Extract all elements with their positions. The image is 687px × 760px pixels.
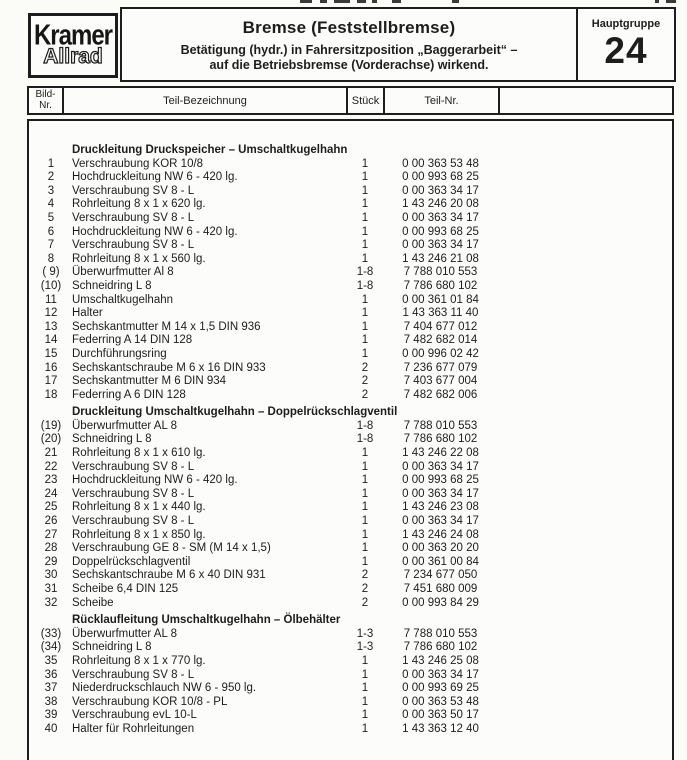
part-qty: 1 (361, 528, 369, 541)
part-number: 0 00 993 68 25 (402, 225, 479, 238)
part-number: 0 00 363 34 17 (402, 239, 479, 252)
part-description: Hochdruckleitung NW 6 - 420 lg. (72, 474, 238, 487)
part-qty: 1 (361, 225, 369, 238)
part-bild-nr: ( 9) (42, 266, 60, 279)
part-bild-nr: (33) (40, 627, 62, 640)
part-description: Doppelrückschlagventil (72, 555, 191, 568)
part-qty: 2 (361, 388, 369, 401)
part-qty: 1 (361, 320, 369, 333)
page-subtitle-line1: Betätigung (hydr.) in Fahrersitzposition „Baggerarbeit“ – (180, 43, 518, 57)
part-description: Verschraubung KOR 10/8 - PL (72, 695, 228, 708)
part-description: Verschraubung SV 8 - L (72, 668, 195, 681)
part-bild-nr: 1 (47, 157, 55, 170)
part-description: Umschaltkugelhahn (72, 293, 174, 306)
part-bild-nr: 38 (44, 695, 58, 708)
part-number: 1 43 363 11 40 (402, 307, 479, 320)
table-row (29, 447, 672, 461)
table-row (29, 253, 672, 267)
part-number: 0 00 363 34 17 (402, 515, 479, 528)
part-qty: 1-3 (356, 627, 374, 640)
part-description: Niederdruckschlauch NW 6 - 950 lg. (72, 682, 257, 695)
part-number: 0 00 363 34 17 (402, 211, 479, 224)
hauptgruppe-box (576, 7, 676, 82)
table-row (29, 488, 672, 502)
part-bild-nr: 25 (44, 501, 58, 514)
part-number: 0 00 993 69 25 (402, 682, 479, 695)
part-bild-nr: 5 (47, 211, 55, 224)
part-bild-nr: 28 (44, 542, 58, 555)
kramer-allrad-logo (28, 13, 118, 78)
page-top-cutoff-fragment (320, 0, 327, 3)
part-bild-nr: 37 (44, 682, 58, 695)
part-description: Sechskantschraube M 6 x 40 DIN 931 (72, 569, 266, 582)
part-number: 0 00 363 34 17 (402, 184, 479, 197)
part-qty: 1-3 (356, 641, 374, 654)
table-row (29, 389, 672, 403)
part-qty: 1 (361, 515, 369, 528)
part-bild-nr: 11 (45, 293, 57, 306)
table-row (29, 420, 672, 434)
part-description: Rohrleitung 8 x 1 x 850 lg. (72, 528, 206, 541)
part-qty: 1 (361, 239, 369, 252)
part-qty: 1 (361, 487, 369, 500)
part-qty: 2 (361, 583, 369, 595)
part-qty: 2 (361, 361, 369, 374)
part-number: 7 482 682 006 (403, 388, 478, 401)
part-description: Verschraubung SV 8 - L (72, 239, 195, 252)
column-header-bild-nr (29, 88, 64, 113)
table-row (29, 348, 672, 362)
part-qty: 1 (361, 709, 369, 722)
table-row (29, 474, 672, 488)
document-title-box (120, 7, 578, 82)
page-top-cutoff-fragment (357, 0, 366, 3)
table-row (29, 226, 672, 240)
column-header-bild-line2: Nr. (39, 99, 52, 111)
column-header-empty (500, 88, 672, 113)
part-bild-nr: 22 (44, 460, 58, 473)
table-row (29, 723, 672, 737)
hauptgruppe-label: Hauptgruppe (591, 18, 661, 30)
part-bild-nr: 30 (44, 569, 58, 582)
part-bild-nr: 35 (44, 654, 58, 667)
column-header-qty: Stück (348, 88, 385, 113)
part-qty: 1 (361, 682, 369, 695)
column-header-part-no: Teil-Nr. (385, 88, 500, 113)
part-qty: 1 (361, 654, 369, 667)
part-number: 7 482 682 014 (403, 334, 478, 347)
part-description: Sechskantmutter M 14 x 1,5 DIN 936 (72, 320, 261, 333)
part-bild-nr: 18 (44, 388, 58, 401)
part-bild-nr: 4 (47, 198, 55, 211)
table-row (29, 709, 672, 723)
part-number: 1 43 246 25 08 (402, 654, 479, 667)
part-number: 0 00 363 34 17 (402, 668, 479, 681)
section-heading: Druckleitung Druckspeicher – Umschaltkugelhahn (72, 144, 348, 156)
part-description: Hochdruckleitung NW 6 - 420 lg. (72, 225, 238, 238)
page-top-cutoff-fragment (392, 0, 401, 3)
part-bild-nr: 29 (44, 555, 58, 568)
part-description: Überwurfmutter AL 8 (72, 419, 178, 432)
part-qty: 1 (361, 252, 369, 265)
part-bild-nr: 8 (47, 252, 55, 265)
part-bild-nr: 21 (44, 447, 58, 460)
table-row (29, 556, 672, 570)
table-row (29, 212, 672, 226)
part-bild-nr: (10) (40, 279, 62, 292)
table-row (29, 321, 672, 335)
part-bild-nr: 32 (44, 596, 58, 609)
part-number: 7 403 677 004 (403, 375, 478, 388)
part-qty: 1-8 (356, 266, 374, 279)
part-bild-nr: (20) (40, 433, 62, 446)
part-description: Überwurfmutter Al 8 (72, 266, 174, 279)
table-row (29, 280, 672, 294)
section-heading: Rücklaufleitung Umschaltkugelhahn – Ölbehälter (72, 614, 341, 627)
table-row (29, 583, 672, 597)
part-qty: 1 (361, 347, 369, 360)
part-number: 7 404 677 012 (403, 320, 478, 333)
part-description: Halter (72, 307, 103, 320)
part-number: 1 43 363 12 40 (402, 722, 479, 735)
part-bild-nr: (19) (40, 419, 62, 432)
table-header-row (27, 86, 674, 115)
part-qty: 1 (361, 555, 369, 568)
part-number: 0 00 363 50 17 (402, 709, 479, 722)
table-row (29, 266, 672, 280)
part-qty: 1 (361, 198, 369, 211)
part-description: Federring A 14 DIN 128 (72, 334, 193, 347)
part-description: Durchführungsring (72, 347, 167, 360)
part-description: Hochdruckleitung NW 6 - 420 lg. (72, 171, 238, 184)
table-row (29, 375, 672, 389)
section-heading: Druckleitung Umschaltkugelhahn – Doppelrückschlagventil (72, 406, 398, 419)
part-bild-nr: 17 (44, 375, 58, 388)
part-number: 0 00 363 34 17 (402, 460, 479, 473)
part-bild-nr: (34) (40, 641, 62, 654)
table-row (29, 682, 672, 696)
table-row (29, 171, 672, 185)
page-top-cutoff-fragment (300, 0, 312, 3)
part-bild-nr: 24 (44, 487, 58, 500)
part-description: Schneidring L 8 (72, 641, 152, 654)
part-description: Rohrleitung 8 x 1 x 770 lg. (72, 654, 206, 667)
part-number: 1 43 246 21 08 (402, 252, 479, 265)
part-bild-nr: 15 (44, 347, 58, 360)
table-row (29, 655, 672, 669)
part-number: 7 786 680 102 (403, 279, 478, 292)
part-bild-nr: 6 (47, 225, 55, 238)
part-qty: 1 (361, 474, 369, 487)
page-title: Bremse (Feststellbremse) (242, 18, 456, 37)
page-subtitle-line2: auf die Betriebsbremse (Vorderachse) wirkend. (209, 58, 489, 72)
part-number: 7 788 010 553 (403, 419, 478, 432)
parts-section (29, 614, 672, 736)
part-number: 0 00 996 02 42 (402, 347, 479, 360)
part-number: 1 43 246 24 08 (402, 528, 479, 541)
logo-text-kramer: Kramer (33, 18, 113, 52)
part-number: 0 00 993 68 25 (402, 171, 479, 184)
table-row (29, 515, 672, 529)
table-row (29, 696, 672, 710)
part-bild-nr: 12 (44, 307, 58, 320)
part-qty: 1 (361, 211, 369, 224)
part-description: Rohrleitung 8 x 1 x 440 lg. (72, 501, 206, 514)
part-bild-nr: 7 (47, 239, 55, 252)
part-qty: 1 (361, 542, 369, 555)
part-number: 0 00 363 53 48 (402, 157, 479, 170)
table-row (29, 597, 672, 611)
part-description: Scheibe 6,4 DIN 125 (72, 583, 179, 595)
part-qty: 1-8 (356, 279, 374, 292)
part-qty: 1 (361, 695, 369, 708)
part-description: Rohrleitung 8 x 1 x 610 lg. (72, 447, 206, 460)
part-bild-nr: 31 (44, 583, 58, 595)
table-row (29, 669, 672, 683)
part-qty: 1 (361, 184, 369, 197)
part-number: 0 00 361 00 84 (402, 555, 479, 568)
part-bild-nr: 39 (44, 709, 58, 722)
part-number: 1 43 246 20 08 (402, 198, 479, 211)
part-description: Verschraubung KOR 10/8 (72, 157, 204, 170)
part-number: 1 43 246 23 08 (402, 501, 479, 514)
page-top-cutoff-fragment (452, 0, 459, 3)
parts-list (29, 121, 672, 737)
table-row (29, 185, 672, 199)
part-description: Überwurfmutter AL 8 (72, 627, 178, 640)
part-bild-nr: 13 (44, 320, 58, 333)
part-qty: 1 (361, 307, 369, 320)
table-body (27, 119, 674, 760)
part-qty: 1 (361, 293, 369, 306)
part-number: 7 786 680 102 (403, 433, 478, 446)
page-top-cutoff-fragment (655, 0, 659, 3)
page-top-cutoff-fragment (372, 0, 377, 3)
part-description: Verschraubung SV 8 - L (72, 184, 195, 197)
parts-section (29, 144, 672, 402)
page-top-cutoff-fragment (334, 0, 350, 3)
table-row (29, 362, 672, 376)
part-qty: 1-8 (356, 419, 374, 432)
table-row (29, 198, 672, 212)
part-number: 0 00 363 53 48 (402, 695, 479, 708)
table-row (29, 641, 672, 655)
part-number: 7 236 677 079 (403, 361, 478, 374)
section-heading-row (29, 614, 672, 628)
hauptgruppe-number: 24 (604, 30, 648, 71)
part-description: Verschraubung SV 8 - L (72, 487, 195, 500)
part-qty: 1 (361, 722, 369, 735)
part-qty: 1 (361, 447, 369, 460)
part-number: 0 00 993 84 29 (402, 596, 479, 609)
part-bild-nr: 16 (44, 361, 58, 374)
table-row (29, 239, 672, 253)
table-row (29, 158, 672, 172)
part-qty: 1 (361, 171, 369, 184)
part-qty: 2 (361, 375, 369, 388)
part-qty: 1-8 (356, 433, 374, 446)
part-qty: 2 (361, 569, 369, 582)
part-description: Halter für Rohrleitungen (72, 722, 195, 735)
table-row (29, 628, 672, 642)
part-bild-nr: 2 (47, 171, 55, 184)
table-row (29, 433, 672, 447)
part-description: Verschraubung GE 8 - SM (M 14 x 1,5) (72, 542, 271, 555)
part-number: 7 786 680 102 (403, 641, 478, 654)
page-subtitle (122, 43, 576, 73)
part-description: Verschraubung evL 10-L (72, 709, 197, 722)
table-row (29, 294, 672, 308)
part-number: 0 00 363 34 17 (402, 487, 479, 500)
part-description: Rohrleitung 8 x 1 x 620 lg. (72, 198, 206, 211)
part-description: Schneidring L 8 (72, 433, 152, 446)
part-qty: 1 (361, 334, 369, 347)
part-bild-nr: 40 (44, 722, 58, 735)
table-row (29, 542, 672, 556)
part-description: Verschraubung SV 8 - L (72, 460, 195, 473)
part-description: Schneidring L 8 (72, 279, 152, 292)
part-bild-nr: 27 (44, 528, 58, 541)
part-number: 0 00 361 01 84 (402, 293, 479, 306)
part-number: 0 00 993 68 25 (402, 474, 479, 487)
part-description: Federring A 6 DIN 128 (72, 388, 186, 401)
table-row (29, 569, 672, 583)
part-description: Sechskantmutter M 6 DIN 934 (72, 375, 227, 388)
part-bild-nr: 36 (44, 668, 58, 681)
table-row (29, 307, 672, 321)
part-description: Sechskantschraube M 6 x 16 DIN 933 (72, 361, 266, 374)
part-number: 7 234 677 050 (403, 569, 478, 582)
part-description: Verschraubung SV 8 - L (72, 211, 195, 224)
table-row (29, 529, 672, 543)
column-header-description: Teil-Bezeichnung (64, 88, 348, 113)
part-qty: 1 (361, 460, 369, 473)
part-qty: 1 (361, 157, 369, 170)
part-qty: 1 (361, 501, 369, 514)
table-row (29, 461, 672, 475)
part-description: Rohrleitung 8 x 1 x 560 lg. (72, 252, 206, 265)
section-heading-row (29, 144, 672, 158)
part-number: 7 788 010 553 (403, 627, 478, 640)
part-number: 7 788 010 553 (403, 266, 478, 279)
part-number: 0 00 363 20 20 (402, 542, 479, 555)
section-heading-row (29, 406, 672, 420)
page-top-cutoff-fragment (666, 0, 676, 3)
part-qty: 1 (361, 668, 369, 681)
part-bild-nr: 23 (44, 474, 58, 487)
part-description: Scheibe (72, 596, 114, 609)
part-bild-nr: 26 (44, 515, 58, 528)
part-bild-nr: 3 (47, 184, 55, 197)
part-number: 7 451 680 009 (403, 583, 478, 595)
part-qty: 2 (361, 596, 369, 609)
table-row (29, 334, 672, 348)
part-bild-nr: 14 (44, 334, 58, 347)
table-row (29, 501, 672, 515)
part-number: 1 43 246 22 08 (402, 447, 479, 460)
logo-text-allrad: Allrad (43, 44, 103, 68)
column-header-bild-line1: Bild- (35, 89, 56, 100)
part-description: Verschraubung SV 8 - L (72, 515, 195, 528)
parts-section (29, 406, 672, 610)
